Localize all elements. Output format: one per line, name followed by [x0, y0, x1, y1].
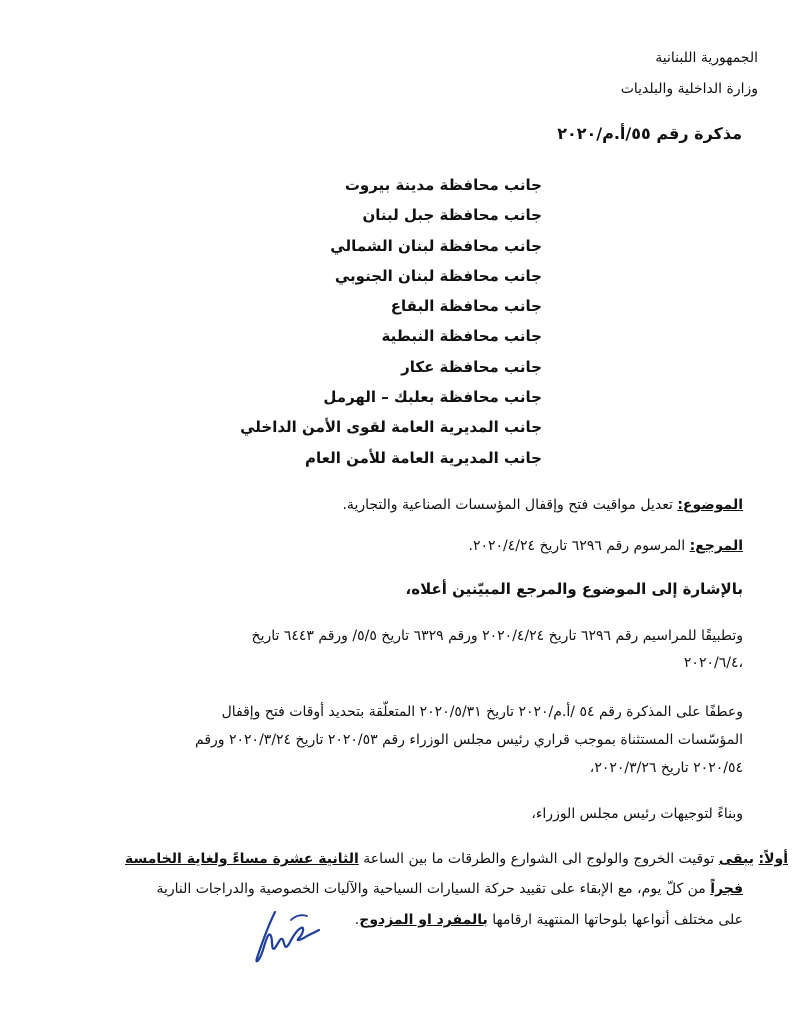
memo-number: مذكرة رقم ٥٥/أ.م/٢٠٢٠ [557, 124, 742, 143]
recipient-item: جانب محافظة مدينة بيروت [344, 176, 542, 194]
clause-first-line3 [53, 912, 743, 928]
clause-first-text-a: توقيت الخروج والولوج الى الشوارع والطرقات ما بين الساعة [358, 851, 719, 867]
recipient-item: جانب محافظة بعلبك – الهرمل [323, 388, 542, 407]
recipient-item: جانب محافظة النبطية [381, 327, 542, 346]
recipient-item: جانب محافظة عكار [401, 357, 542, 376]
reference-label: المرجع: [689, 538, 743, 554]
paragraph-memo-line3: ٢٠٢٠/٥٤ تاريخ ٢٠٢٠/٣/٢٦، [589, 760, 743, 776]
recipient-item: جانب محافظة جبل لبنان [362, 206, 542, 225]
clause-first-dawn: فجراً [710, 881, 743, 897]
recipient-item: جانب المديرية العامة لقوى الأمن الداخلي [240, 418, 542, 437]
clause-first-text-b: من كلّ يوم، مع الإبقاء على تقييد حركة السيارات السياحية والآليات الخصوصية والدراجات النارية [156, 881, 711, 897]
recipient-item: جانب محافظة لبنان الجنوبي [334, 266, 542, 285]
clause-first-verb: يبقى [718, 851, 755, 867]
odd-even-plates: بالمفرد او المزدوج [359, 912, 488, 928]
paragraph-memo-line1: وعطفًا على المذكرة رقم ٥٤ /أ.م/٢٠٢٠ تاريخ ٢٠٢٠/٥/٣١ المتعلّقة بتحديد أوقات فتح وإقفال [221, 704, 743, 720]
subject-text: تعديل مواقيت فتح وإقفال المؤسسات الصناعية والتجارية. [342, 497, 678, 513]
subject-line [53, 497, 743, 513]
recipient-item: جانب محافظة لبنان الشمالي [330, 236, 542, 255]
ministry-header: وزارة الداخلية والبلديات [620, 81, 758, 97]
republic-header: الجمهورية اللبنانية [655, 50, 758, 66]
recipients-list [122, 170, 542, 473]
clause-first-line2 [53, 881, 743, 897]
clause-first-text-c: على مختلف أنواعها بلوحاتها المنتهية ارقامها [487, 912, 743, 928]
clause-first-period: . [354, 912, 360, 928]
recipient-item: جانب المديرية العامة للأمن العام [305, 448, 542, 467]
intro-line: بالإشارة إلى الموضوع والمرجع المبيّنين أعلاه، [405, 580, 743, 598]
subject-label: الموضوع: [677, 497, 743, 513]
signature-mark [245, 906, 325, 968]
paragraph-directives: وبناءً لتوجيهات رئيس مجلس الوزراء، [531, 806, 743, 822]
clause-first-line1 [53, 851, 788, 867]
clause-first-label: أولاً: [758, 851, 788, 867]
reference-line [53, 538, 743, 554]
recipient-item: جانب محافظة البقاع [390, 297, 542, 316]
paragraph-decrees-line1: وتطبيقًا للمراسيم رقم ٦٢٩٦ تاريخ ٢٠٢٠/٤/٢٤ ورقم ٦٣٢٩ تاريخ ٥/٥/ ورقم ٦٤٤٣ تاريخ [251, 628, 743, 644]
paragraph-decrees-line2: ٢٠٢٠/٦/٤، [683, 655, 743, 671]
paragraph-memo-line2: المؤسّسات المستثناة بموجب قراري رئيس مجلس الوزراء رقم ٢٠٢٠/٥٣ تاريخ ٢٠٢٠/٣/٢٤ ورقم [195, 732, 743, 748]
reference-text: المرسوم رقم ٦٢٩٦ تاريخ ٢٠٢٠/٤/٢٤. [468, 538, 690, 554]
curfew-hours: الثانية عشرة مساءً ولغاية الخامسة [125, 851, 359, 867]
